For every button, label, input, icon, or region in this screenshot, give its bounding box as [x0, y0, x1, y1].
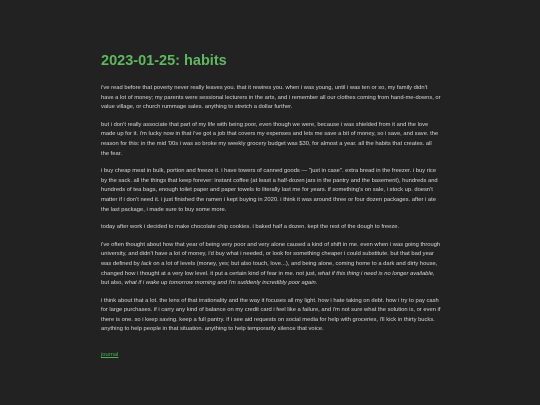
paragraph-3: i buy cheap meat in bulk, portion and freeze it. i have towers of canned goods — "just in case". extra bread in the freezer. i buy rice by the sack. all the things that keep forever: instant coffee (at least a half-dozen jars in the pantry and the basement), hundreds and hundreds of tea bags, enough toilet paper and paper towels to literally last me for years. if something's on sale, i stock up. doesn't matter if i don't need it. i just finished the ramen i kept buying in 2020. i think it was around three or four dozen packages. after i ate the last package, i made sure to buy some more.	[101, 168, 438, 213]
tag-link-journal[interactable]: journal	[101, 352, 119, 359]
paragraph-5-text-b: on a lot of levels (money, yes; but also touch, love...), and being alone, coming home to a dark and dirty house, changed how i thought at a very low level. it put a certain kind of fear in me. not just,	[101, 260, 438, 277]
paragraph-4: today after work i decided to make chocolate chip cookies. i baked half a dozen. kept the rest of the dough to freeze.	[101, 224, 400, 231]
post-title: 2023-01-25: habits	[101, 53, 227, 69]
paragraph-5-text-a: i've often thought about how that year of being very poor and very alone caused a kind of shift in me. even when i was going through university, and didn't have a lot of money, i'd buy what i needed, or look for something cheaper i could substitute. but that bad year was defined by	[101, 241, 441, 267]
paragraph-5-emphasis-b: what if this thing i need is no longer available	[317, 270, 433, 277]
paragraph-5-emphasis-c: what if i wake up tomorrow morning and i'm suddenly incredibly poor again.	[124, 280, 318, 287]
paragraph-5	[101, 241, 441, 289]
paragraph-5-emphasis-a: lack	[141, 260, 152, 267]
paragraph-6: i think about that a lot. the lens of that irrationality and the way it focuses all my light. how i hate taking on debt. how i try to pay cash for large purchases. if i carry any kind of balance on my credit card i feel like a failure, and i'm not sure what the solution is, or even if there is one. so i keep saving. keep a full pantry. if i see aid requests on social media for help with groceries, i'll kick in thirty bucks. anything to help people in that situation. anything to help temporarily silence that voice.	[101, 297, 441, 333]
paragraph-2: but i don't really associate that part of my life with being poor, even though we were, because i was shielded from it and the love made up for it. i'm lucky now in that i've got a job that covers my expenses and lets me save a bit of money, so i save, and save. the reason for this: in the mid '00s i was so broke my weekly grocery budget was $30, for almost a year. all the habits that creates. all the fear.	[101, 121, 439, 157]
paragraph-1: i've read before that poverty never really leaves you. that it rewires you. when i was young, until i was ten or so, my family didn't have a lot of money; my parents were sessional lecturers in the arts, and i remember all our clothes coming from hand-me-downs, or value village, or church rummage sales. anything to stretch a dollar further.	[101, 85, 441, 111]
paragraph-5-text-c: , but also,	[101, 270, 435, 287]
post-body	[101, 84, 441, 361]
